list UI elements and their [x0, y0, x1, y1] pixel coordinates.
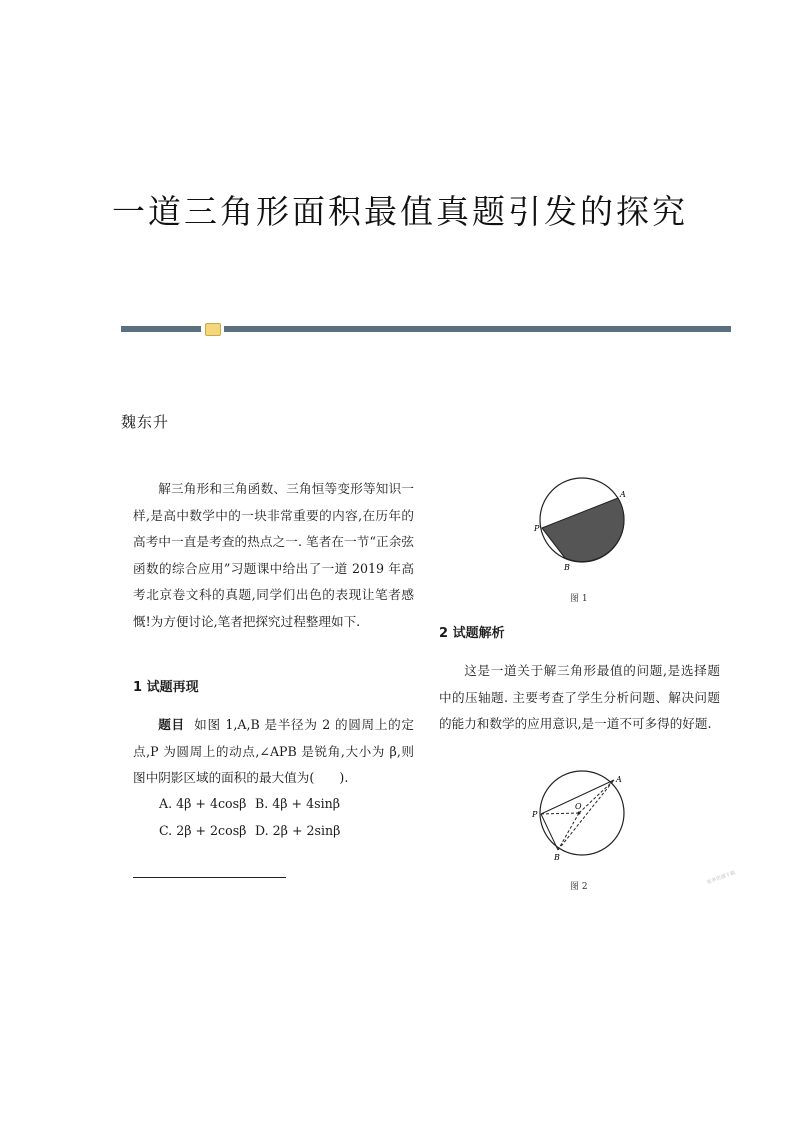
figure-1-caption: 图 1 — [570, 594, 588, 604]
intro-column — [133, 476, 414, 635]
choices-row-1 — [159, 796, 341, 811]
problem-text: 如图 1,A,B 是半径为 2 的圆周上的定点,P 为圆周上的动点,∠APB 是锐角,大小为 β,则图中阴影区域的面积的最大值为( ). — [133, 717, 414, 785]
title-rule-right — [224, 326, 731, 332]
analysis-column — [439, 658, 720, 738]
choice-c: C. 2β + 2cosβ — [159, 823, 247, 838]
choices-row-2 — [159, 823, 341, 838]
envelope-icon — [205, 323, 221, 336]
figure-2-label-o: O — [575, 802, 582, 811]
figure-2-segment-ob — [558, 813, 579, 850]
figure-2-caption: 图 2 — [570, 882, 588, 892]
title-rule-left — [121, 326, 201, 332]
author-name: 魏东升 — [121, 413, 170, 431]
problem-statement — [133, 712, 414, 792]
figure-2-segment-pb — [541, 814, 558, 850]
paper-title: 一道三角形面积最值真题引发的探究 — [112, 192, 688, 231]
section-heading-1: 1 试题再现 — [133, 680, 199, 695]
figure-2-segment-po — [541, 813, 579, 814]
figure-2-label-a: A — [616, 775, 622, 784]
choice-d: D. 2β + 2sinβ — [255, 823, 341, 838]
choice-a: A. 4β + 4cosβ — [159, 796, 247, 811]
intro-paragraph: 解三角形和三角函数、三角恒等变形等知识一样,是高中数学中的一块非常重要的内容,在历年的高考中一直是考查的热点之一. 笔者在一节“正余弦函数的综合应用”习题课中给出了一道 2019 年高考北京卷文科的真题,同学们出色的表现让笔者感慨!为方便讨论,笔者把探究过程整理如下. — [133, 481, 414, 629]
problem-label: 题目 — [158, 717, 185, 732]
figure-2-segment-ab — [558, 780, 614, 850]
figure-2-label-p: P — [532, 810, 538, 819]
section-heading-2: 2 试题解析 — [439, 626, 505, 641]
figure-2-segment-oa — [579, 780, 614, 813]
figure-2-label-b: B — [554, 853, 560, 862]
figure-1-diagram — [527, 476, 637, 576]
figure-2-diagram — [527, 766, 637, 862]
figure-1-label-a: A — [620, 490, 626, 499]
figure-1-label-b: B — [564, 563, 570, 572]
figure-2-center-point — [578, 812, 581, 815]
footnote-rule — [133, 877, 286, 878]
choice-b: B. 4β + 4sinβ — [255, 796, 341, 811]
figure-1-label-p: P — [534, 524, 540, 533]
watermark-text: 更多资源下载 — [706, 870, 737, 886]
analysis-paragraph: 这是一道关于解三角形最值的问题,是选择题中的压轴题. 主要考查了学生分析问题、解决问题的能力和数学的应用意识,是一道不可多得的好题. — [439, 663, 720, 731]
